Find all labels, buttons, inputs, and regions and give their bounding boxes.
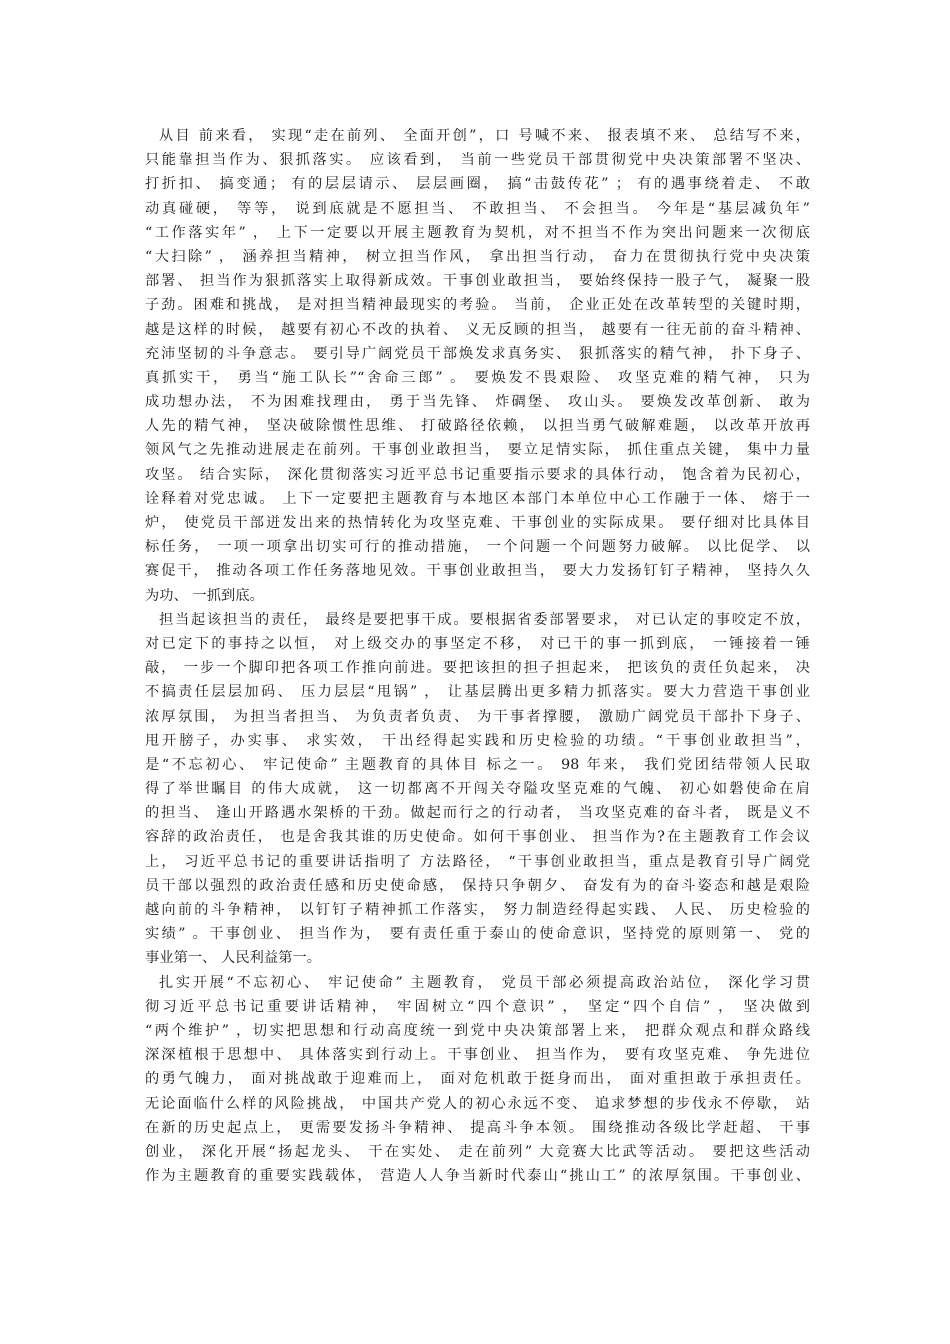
text-line: “大扫除” ， 涵养担当精神， 树立担当作风， 拿出担当行动， 奋力在贯彻执行党中央决策 (145, 248, 810, 265)
text-line: 真抓实干， 勇当“施工队长”“舍命三郎” 。 要焕发不畏艰险、 攻坚克难的精气神， 只为 (145, 369, 810, 386)
text-line: 担当起该担当的责任， 最终是要把事干成。要根据省委部署要求， 对已认定的事咬定不放， (159, 611, 810, 628)
text-line: 上， 习近平总书记的重要讲话指明了 方法路径， “干事创业敢担当，重点是教育引导广阔党 (145, 853, 810, 870)
text-line: 诠释着对党忠诚。 上下一定要把主题教育与本地区本部门本单位中心工作融于一体、 熔于一 (145, 490, 810, 507)
text-line: 标任务， 一项一项拿出切实可行的推动措施， 一个问题一个问题努力破解。 以比促学、 以 (145, 539, 810, 556)
paragraph (145, 971, 810, 1189)
text-line: 甩开膀子，办实事、 求实效， 干出经得起实践和历史检验的功绩。“干事创业敢担当”， (145, 732, 810, 749)
text-line: 只能靠担当作为、狠抓落实。 应该看到， 当前一些党员干部贯彻党中央决策部署不坚决、 (145, 152, 810, 169)
text-line: 的担当、 逢山开路遇水架桥的干劲。做起而行之的行动者， 当攻坚克难的奋斗者， 既是义不 (145, 805, 810, 822)
text-line: 的勇气魄力， 面对挑战敢于迎难而上， 面对危机敢于挺身而出， 面对重担敢于承担责任。 (145, 1071, 810, 1088)
text-line: 得了举世瞩目 的伟大成就， 这一切都离不开闯关夺隘攻坚克难的气魄、 初心如磐使命在肩 (145, 781, 810, 798)
text-line: 事业第一、 人民利益第一。 (145, 950, 322, 967)
text-line: 越向前的斗争精神， 以钉钉子精神抓工作落实， 努力制造经得起实践、 人民、 历史检验的 (145, 902, 810, 918)
text-line: 作为主题教育的重要实践载体， 营造人人争当新时代泰山“挑山工” 的浓厚氛围。干事创业、 (145, 1168, 810, 1185)
text-line: 子劲。困难和挑战， 是对担当精神最现实的考验。 当前， 企业正处在改革转型的关键时期， (145, 297, 810, 314)
text-line: 为功、 一抓到底。 (145, 587, 264, 604)
text-line: 容辞的政治责任， 也是舍我其谁的历史使命。如何干事创业、 担当作为?在主题教育工作会议 (145, 829, 810, 846)
text-line: 越是这样的时候， 越要有初心不改的执着、 义无反顾的担当， 越要有一往无前的奋斗精神、 (145, 321, 810, 338)
text-line: 深深植根于思想中、 具体落实到行动上。干事创业、 担当作为， 要有攻坚克难、 争先进位 (145, 1047, 810, 1064)
text-line: 对已定下的事持之以恒， 对上级交办的事坚定不移， 对已干的事一抓到底， 一锤接着一锤 (145, 635, 810, 652)
text-line: 攻坚。 结合实际， 深化贯彻落实习近平总书记重要指示要求的具体行动， 饱含着为民初心， (145, 466, 810, 483)
text-line: “两个维护” ，切实把思想和行动高度统一到党中央决策部署上来， 把群众观点和群众路线 (145, 1022, 810, 1039)
text-line: 部署、 担当作为狠抓落实上取得新成效。干事创业敢担当， 要始终保持一股子气， 凝聚一股 (145, 273, 810, 290)
text-line: 领风气之先推动进展走在前列。干事创业敢担当， 要立足情实际， 抓住重点关键， 集中力量 (145, 442, 810, 459)
paragraph (145, 608, 810, 971)
text-line: 赛促干， 推动各项工作任务落地见效。干事创业敢担当， 要大力发扬钉钉子精神， 坚持久久 (145, 563, 810, 580)
text-line: 是“不忘初心、 牢记使命” 主题教育的具体目 标之一。 98 年来， 我们党团结带领人民取 (145, 756, 810, 773)
text-line: 敲， 一步一个脚印把各项工作推向前进。要把该担的担子担起来， 把该负的责任负起来， 决 (145, 660, 810, 677)
text-line: 彻习近平总书记重要讲话精神， 牢固树立“四个意识” ， 坚定“四个自信” ， 坚决做到 (145, 998, 810, 1015)
text-line: 打折扣、 搞变通； 有的层层请示、 层层画圈， 搞“击鼓传花” ； 有的遇事绕着走、 不敢 (145, 176, 810, 193)
text-line: “工作落实年” ， 上下一定要以开展主题教育为契机，对不担当不作为突出问题来一次彻底 (145, 224, 810, 241)
text-line: 动真碰硬， 等等， 说到底就是不愿担当、 不敢担当、 不会担当。 今年是“基层减负年” (145, 200, 810, 217)
text-line: 人先的精气神， 坚决破除惯性思维、 打破路径依赖， 以担当勇气破解难题， 以改革开放再 (145, 418, 810, 435)
text-line: 成功想办法， 不为困难找理由， 勇于当先锋、 炸碉堡、 攻山头。 要焕发改革创新、 敢为 (145, 394, 810, 411)
text-line: 实绩” 。干事创业、 担当作为， 要有责任重于泰山的使命意识，坚持党的原则第一、 党的 (145, 926, 810, 943)
text-line: 无论面临什么样的风险挑战， 中国共产党人的初心永远不变、 追求梦想的步伐永不停歇， 站 (145, 1095, 810, 1112)
document-page (145, 124, 810, 1188)
text-line: 扎实开展“不忘初心、 牢记使命” 主题教育， 党员干部必须提高政治站位， 深化学习贯 (159, 974, 810, 991)
text-line: 浓厚氛围， 为担当者担当、 为负责者负责、 为干事者撑腰， 激励广阔党员干部扑下身子、 (145, 708, 810, 725)
text-line: 不搞责任层层加码、 压力层层“甩锅” ， 让基层腾出更多精力抓落实。要大力营造干事创业 (145, 684, 810, 701)
text-line: 在新的历史起点上， 更需要发扬斗争精神、 提高斗争本领。 围绕推动各级比学赶超、 干事 (145, 1119, 810, 1136)
text-line: 员干部以强烈的政治责任感和历史使命感， 保持只争朝夕、 奋发有为的奋斗姿态和越是艰险 (145, 877, 810, 894)
paragraph (145, 124, 810, 608)
text-line: 创业， 深化开展“扬起龙头、 干在实处、 走在前列” 大竞赛大比武等活动。 要把这些活动 (145, 1143, 810, 1160)
text-line: 充沛坚韧的斗争意志。 要引导广阔党员干部焕发求真务实、 狠抓落实的精气神， 扑下身子、 (145, 345, 810, 362)
text-line: 炉， 使党员干部迸发出来的热情转化为攻坚克难、干事创业的实际成果。 要仔细对比具体目 (145, 515, 810, 531)
text-line: 从目 前来看， 实现“走在前列、 全面开创”，口 号喊不来、 报表填不来、 总结写不来， (159, 128, 810, 144)
